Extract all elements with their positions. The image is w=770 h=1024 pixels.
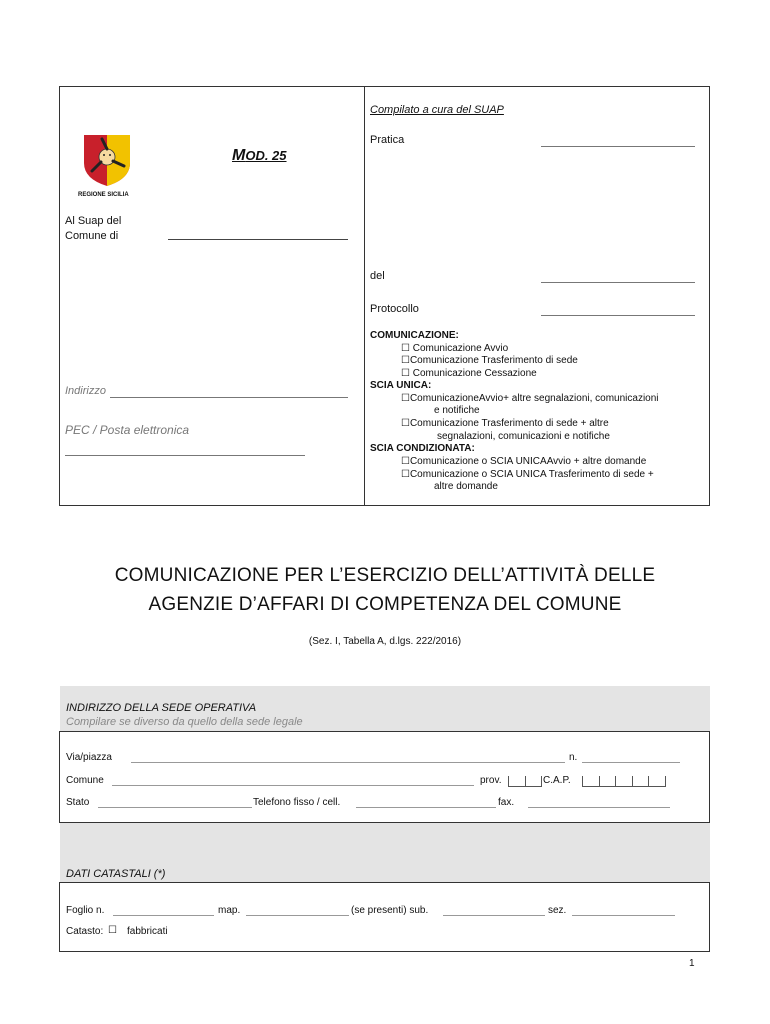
pratica-label: Pratica (370, 134, 405, 146)
suap-line2: Comune di (65, 230, 119, 242)
stato-label: Stato (66, 797, 90, 808)
foglio-field[interactable] (113, 915, 214, 916)
foglio-label: Foglio n. (66, 905, 105, 916)
option-scia-unica-trasferimento[interactable]: ☐Comunicazione Trasferimento di sede + altre (401, 418, 609, 429)
scia-unica-title: SCIA UNICA: (370, 380, 432, 391)
fax-label: fax. (498, 797, 515, 808)
fabbricati-label: fabbricati (127, 926, 168, 937)
via-label: Via/piazza (66, 752, 112, 763)
map-field[interactable] (246, 915, 349, 916)
sede-heading: INDIRIZZO DELLA SEDE OPERATIVA (66, 702, 257, 714)
fabbricati-checkbox[interactable]: ☐ (108, 925, 117, 936)
sez-field[interactable] (572, 915, 675, 916)
pec-field[interactable] (65, 455, 305, 456)
map-label: map. (218, 905, 241, 916)
del-field[interactable] (541, 282, 695, 283)
protocollo-label: Protocollo (370, 303, 419, 315)
comunicazione-title: COMUNICAZIONE: (370, 330, 459, 341)
mod-prefix: M (232, 147, 246, 164)
title-subtitle: (Sez. I, Tabella A, d.lgs. 222/2016) (308, 636, 462, 647)
pec-label: PEC / Posta elettronica (65, 423, 190, 437)
cap-field[interactable] (582, 776, 666, 787)
catastali-frame (59, 882, 710, 952)
mod-number (232, 147, 287, 165)
option-comunicazione-avvio[interactable]: ☐ Comunicazione Avvio (401, 343, 509, 354)
scia-condizionata-title: SCIA CONDIZIONATA: (370, 443, 475, 454)
via-field[interactable] (131, 762, 565, 763)
comune-sede-field[interactable] (112, 785, 474, 786)
sez-label: sez. (548, 905, 567, 916)
option-scia-unica-trasferimento-cont: segnalazioni, comunicazioni e notifiche (437, 431, 610, 442)
pratica-field[interactable] (541, 146, 695, 147)
comune-field[interactable] (168, 239, 348, 240)
regione-sicilia-logo (80, 133, 134, 187)
sub-label: (se presenti) sub. (351, 905, 429, 916)
option-comunicazione-trasferimento[interactable]: ☐Comunicazione Trasferimento di sede (401, 355, 578, 366)
indirizzo-field[interactable] (110, 397, 348, 398)
sede-subheading: Compilare se diverso da quello della sede legale (66, 716, 303, 728)
logo-caption: REGIONE SICILIA (78, 192, 129, 198)
option-scia-unica-avvio-cont: e notifiche (434, 405, 480, 416)
cap-label: C.A.P. (543, 775, 571, 786)
title-line2: AGENZIE D’AFFARI DI COMPETENZA DEL COMUNE (148, 594, 622, 615)
sub-field[interactable] (443, 915, 545, 916)
comune-label: Comune (66, 775, 104, 786)
option-scia-cond-trasferimento[interactable]: ☐Comunicazione o SCIA UNICA Trasferimento di sede + (401, 469, 654, 480)
catastali-heading: DATI CATASTALI (*) (66, 868, 166, 880)
stato-field[interactable] (98, 807, 252, 808)
title-line1: COMUNICAZIONE PER L’ESERCIZIO DELL’ATTIVITÀ DELLE (114, 565, 656, 586)
prov-label: prov. (480, 775, 502, 786)
suap-line1: Al Suap del (65, 215, 122, 227)
fax-field[interactable] (528, 807, 670, 808)
trinacria-icon (80, 133, 134, 187)
page-number: 1 (689, 958, 695, 969)
header-divider (364, 86, 365, 506)
del-label: del (370, 270, 385, 282)
mod-rest: OD. 25 (245, 148, 287, 163)
telefono-label: Telefono fisso / cell. (253, 797, 341, 808)
protocollo-field[interactable] (541, 315, 695, 316)
compilato-label: Compilato a cura del SUAP (370, 104, 504, 116)
telefono-field[interactable] (356, 807, 496, 808)
option-scia-cond-avvio[interactable]: ☐Comunicazione o SCIA UNICAAvvio + altre domande (401, 456, 647, 467)
option-scia-cond-trasferimento-cont: altre domande (434, 481, 498, 492)
prov-field[interactable] (508, 776, 542, 787)
option-scia-unica-avvio[interactable]: ☐ComunicazioneAvvio+ altre segnalazioni, comunicazioni (401, 393, 659, 404)
catasto-label: Catasto: (66, 926, 104, 937)
n-field[interactable] (582, 762, 680, 763)
indirizzo-label: Indirizzo (65, 385, 106, 397)
n-label: n. (569, 752, 578, 763)
option-comunicazione-cessazione[interactable]: ☐ Comunicazione Cessazione (401, 368, 537, 379)
